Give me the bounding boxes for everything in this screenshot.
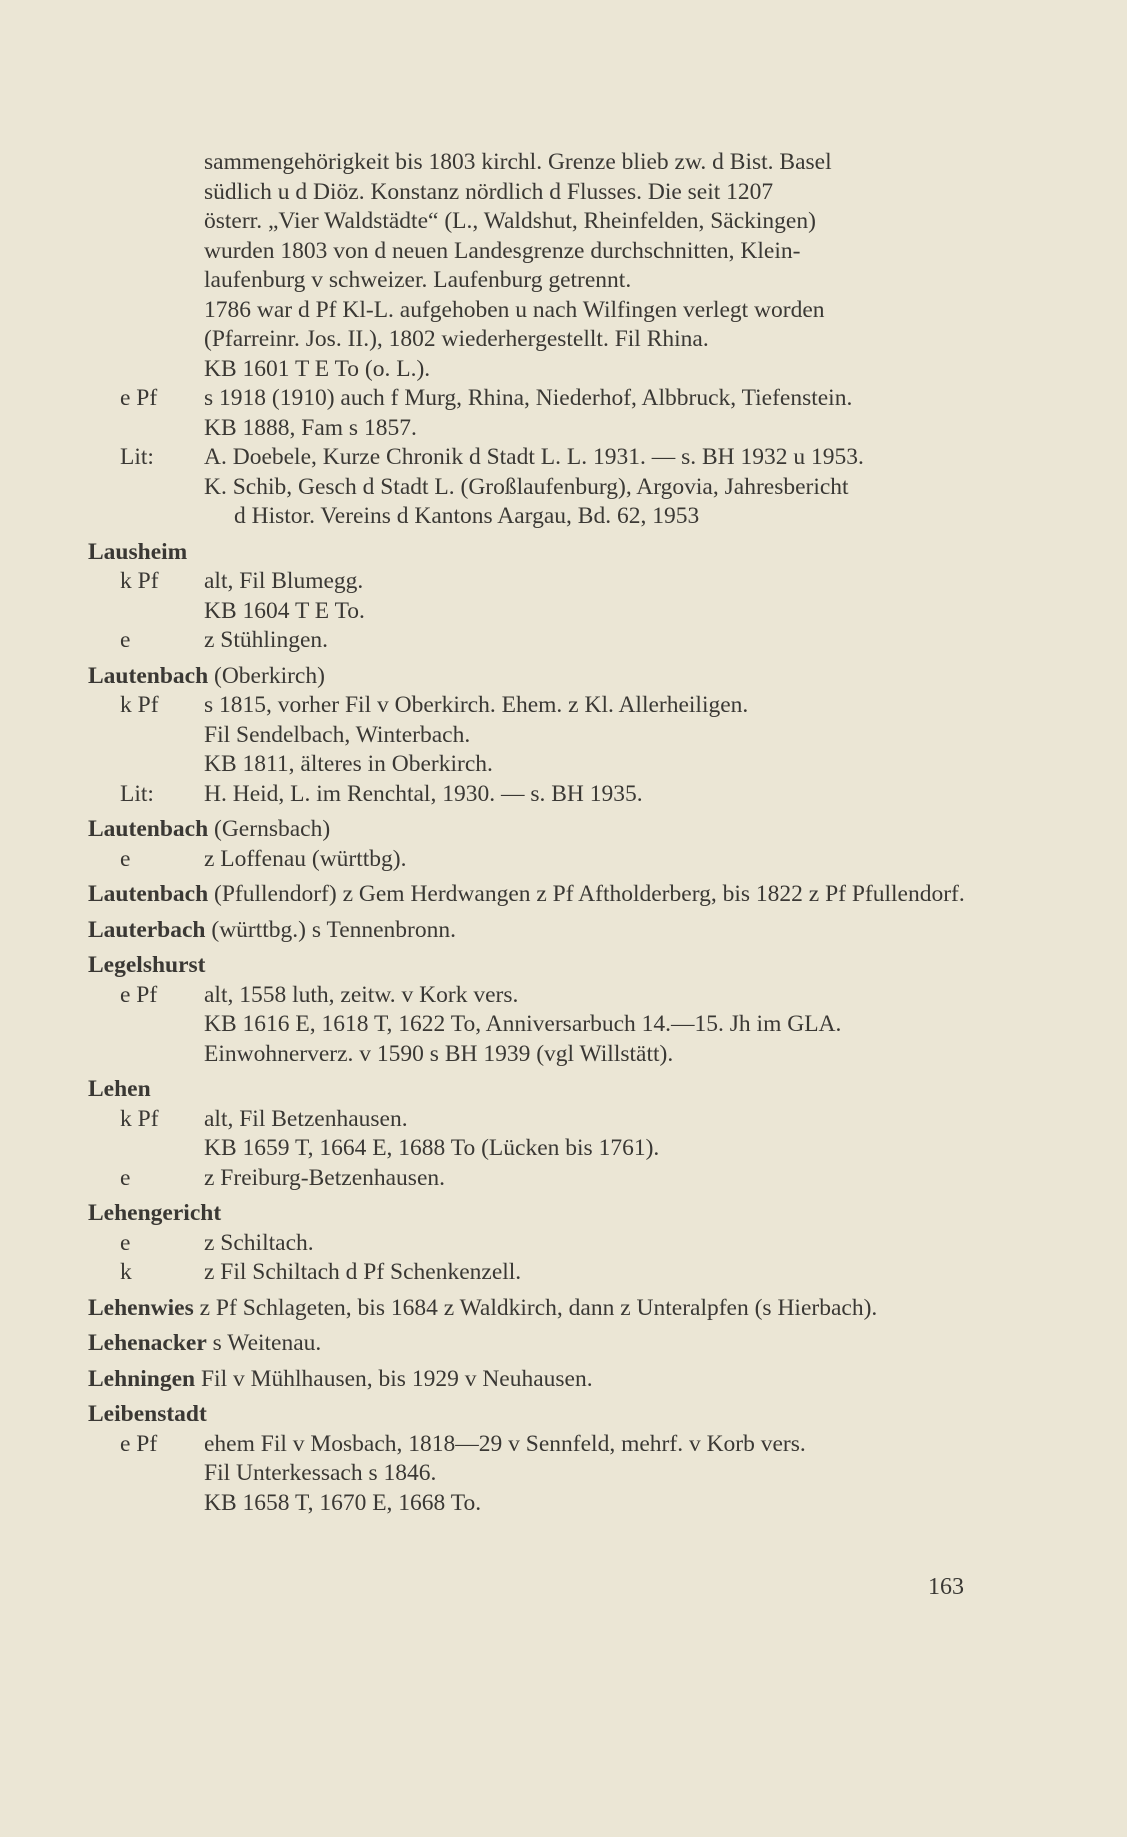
entry-lautenbach-gernsbach <box>88 815 1003 845</box>
row-text: KB 1604 T E To. <box>204 597 365 624</box>
row-label: e <box>120 845 131 872</box>
row-text: KB 1658 T, 1670 E, 1668 To. <box>204 1489 482 1516</box>
entry-heading: Lauterbach <box>88 916 206 943</box>
row-text: ehem Fil v Mosbach, 1818—29 v Sennfeld, mehrf. v Korb vers. <box>204 1430 806 1457</box>
entry-row <box>88 384 1003 414</box>
entry-heading: Lautenbach <box>88 881 209 907</box>
row-text: KB 1616 E, 1618 T, 1622 To, Anniversarbuch 14.—15. Jh im GLA. <box>204 1011 842 1037</box>
row-text: KB 1659 T, 1664 E, 1688 To (Lücken bis 1761). <box>204 1135 660 1161</box>
entry-heading: Legelshurst <box>88 952 206 978</box>
entry-heading-rest: (Gernsbach) <box>208 816 331 842</box>
entry-row <box>88 780 1003 810</box>
row-text: Einwohnerverz. v 1590 s BH 1939 (vgl Willstätt). <box>204 1040 674 1067</box>
row-text: z Stühlingen. <box>204 627 329 653</box>
entry-text: (Pfullendorf) z Gem Herdwangen z Pf Aftholderberg, bis 1822 z Pf Pfullendorf. <box>208 881 965 907</box>
row-label: e Pf <box>120 385 158 411</box>
entry-lehningen <box>88 1365 1003 1395</box>
entry-text: s Weitenau. <box>206 1330 322 1356</box>
gazetteer-text <box>88 148 1003 1518</box>
row-label: e Pf <box>120 1430 158 1457</box>
entry-lauterbach <box>88 916 1003 946</box>
entry-leibenstadt <box>88 1400 1003 1430</box>
entry-row <box>88 443 1003 473</box>
entry-heading: Lehengericht <box>88 1200 222 1226</box>
entry-row <box>88 626 1003 656</box>
entry-heading: Lausheim <box>88 538 188 565</box>
row-text: A. Doebele, Kurze Chronik d Stadt L. L. 1931. — s. BH 1932 u 1953. <box>204 444 864 470</box>
row-text: K. Schib, Gesch d Stadt L. (Großlaufenburg), Argovia, Jahresbericht <box>204 473 849 500</box>
row-label: Lit: <box>120 780 154 807</box>
entry-legelshurst <box>88 951 1003 981</box>
row-text: KB 1888, Fam s 1857. <box>204 414 417 441</box>
row-text: z Schiltach. <box>204 1229 314 1256</box>
entry-lehengericht <box>88 1199 1003 1229</box>
row-text: z Loffenau (württbg). <box>204 845 407 872</box>
intro-line: KB 1601 T E To (o. L.). <box>204 355 431 382</box>
intro-line: österr. „Vier Waldstädte“ (L., Waldshut, Rheinfelden, Säckingen) <box>204 208 816 234</box>
row-text: H. Heid, L. im Renchtal, 1930. — s. BH 1935. <box>204 780 643 807</box>
entry-heading-rest: (Oberkirch) <box>208 662 325 689</box>
row-label: e Pf <box>120 981 158 1008</box>
entry-text: z Pf Schlageten, bis 1684 z Waldkirch, dann z Unteralpfen (s Hierbach). <box>193 1294 878 1321</box>
row-text: s 1918 (1910) auch f Murg, Rhina, Niederhof, Albbruck, Tiefenstein. <box>204 385 853 411</box>
intro-line: wurden 1803 von d neuen Landesgrenze durchschnitten, Klein- <box>204 237 801 264</box>
entry-heading: Lehenwies <box>88 1294 194 1321</box>
entry-lausheim <box>88 538 1003 568</box>
row-text: z Freiburg-Betzenhausen. <box>204 1164 446 1191</box>
intro-line: (Pfarreinr. Jos. II.), 1802 wiederhergestellt. Fil Rhina. <box>204 326 709 352</box>
row-text: d Histor. Vereins d Kantons Aargau, Bd. 62, 1953 <box>234 503 700 529</box>
entry-row <box>88 1229 1003 1259</box>
row-text: alt, Fil Blumegg. <box>204 568 364 594</box>
intro-line: sammengehörigkeit bis 1803 kirchl. Grenze blieb zw. d Bist. Basel <box>204 149 832 175</box>
entry-lautenbach-oberkirch <box>88 662 1003 692</box>
intro-line: südlich u d Diöz. Konstanz nördlich d Flusses. Die seit 1207 <box>204 178 774 205</box>
intro-line: laufenburg v schweizer. Laufenburg getrennt. <box>204 267 632 293</box>
entry-heading: Lehenacker <box>88 1330 207 1356</box>
page-number: 163 <box>928 1574 964 1600</box>
entry-row <box>88 567 1003 597</box>
row-text: Fil Sendelbach, Winterbach. <box>204 721 471 748</box>
entry-lehenwies <box>88 1294 1003 1324</box>
entry-text: (württbg.) s Tennenbronn. <box>205 916 457 943</box>
entry-heading: Lehningen <box>88 1365 196 1392</box>
row-text: alt, 1558 luth, zeitw. v Kork vers. <box>204 981 519 1008</box>
entry-lehen <box>88 1075 1003 1105</box>
row-text: alt, Fil Betzenhausen. <box>204 1105 408 1132</box>
row-label: k Pf <box>120 692 159 718</box>
entry-row <box>88 691 1003 721</box>
entry-row <box>88 1258 1003 1288</box>
row-label: e <box>120 1229 131 1256</box>
entry-row <box>88 1164 1003 1194</box>
row-label: e <box>120 627 131 653</box>
entry-heading: Leibenstadt <box>88 1401 207 1427</box>
entry-lautenbach-pfullendorf <box>88 880 1003 910</box>
entry-heading: Lehen <box>88 1076 151 1102</box>
entry-row <box>88 845 1003 875</box>
row-label: k Pf <box>120 1105 159 1132</box>
row-text: z Fil Schiltach d Pf Schenkenzell. <box>204 1259 522 1285</box>
entry-row <box>88 1430 1003 1460</box>
entry-heading: Lautenbach <box>88 816 209 842</box>
entry-lehenacker <box>88 1329 1003 1359</box>
row-label: k <box>120 1259 132 1285</box>
row-text: Fil Unterkessach s 1846. <box>204 1460 437 1486</box>
intro-line: 1786 war d Pf Kl-L. aufgehoben u nach Wilfingen verlegt worden <box>204 296 825 323</box>
row-label: e <box>120 1164 131 1191</box>
entry-text: Fil v Mühlhausen, bis 1929 v Neuhausen. <box>195 1365 593 1392</box>
row-label: Lit: <box>120 444 154 470</box>
entry-row <box>88 981 1003 1011</box>
row-text: s 1815, vorher Fil v Oberkirch. Ehem. z Kl. Allerheiligen. <box>204 692 749 718</box>
row-label: k Pf <box>120 568 159 594</box>
row-text: KB 1811, älteres in Oberkirch. <box>204 751 493 777</box>
entry-heading: Lautenbach <box>88 662 209 689</box>
entry-row <box>88 1105 1003 1135</box>
